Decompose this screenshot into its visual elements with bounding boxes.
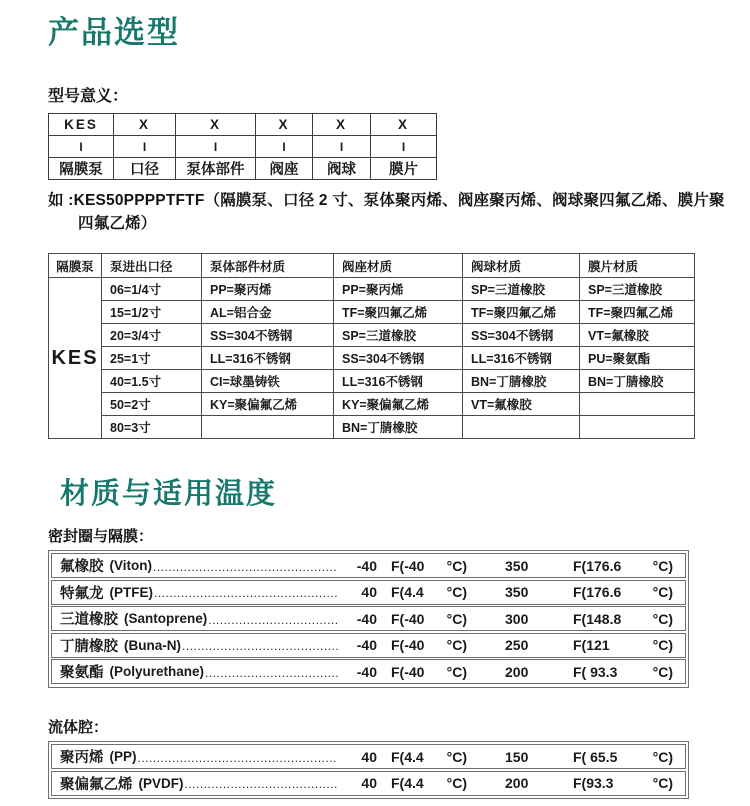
material-name-en: (Santoprene) (124, 611, 208, 627)
seat-material-cell: SP=三道橡胶 (334, 324, 463, 347)
max-temp-f: 150 (505, 748, 529, 765)
column-header: 膜片材质 (580, 254, 695, 278)
min-temp-c-value: F(-40 (391, 663, 425, 680)
seat-material-cell: PP=聚丙烯 (334, 278, 463, 301)
max-temp-c-value: F(148.8 (573, 610, 622, 627)
min-temp-c (391, 637, 467, 653)
celsius-unit: °C) (652, 637, 673, 654)
table-row (49, 370, 695, 393)
column-header: 隔膜泵 (49, 254, 102, 278)
table-row (49, 324, 695, 347)
max-temp-c-value: F(176.6 (573, 584, 622, 601)
model-cell: X (176, 114, 256, 136)
ball-material-cell: SP=三道橡胶 (463, 278, 580, 301)
min-temp-c-value: F(4.4 (391, 584, 424, 601)
celsius-unit: °C) (652, 663, 673, 680)
dot-leader (182, 639, 338, 653)
min-temp-f: -40 (356, 637, 377, 654)
max-temp-f: 200 (505, 663, 529, 680)
min-temp-c (391, 558, 467, 574)
material-temp-row (51, 580, 686, 605)
min-temp-f: 40 (361, 748, 377, 765)
model-cell: I (313, 136, 371, 158)
port-size-cell: 06=1/4寸 (102, 278, 202, 301)
model-cell: I (371, 136, 437, 158)
max-temp-c (573, 749, 673, 765)
min-temp-c-value: F(-40 (391, 557, 425, 574)
celsius-unit: °C) (446, 663, 467, 680)
celsius-unit: °C) (652, 610, 673, 627)
model-cell: X (371, 114, 437, 136)
celsius-unit: °C) (652, 557, 673, 574)
model-cell: I (176, 136, 256, 158)
ball-material-cell: VT=氟橡胶 (463, 393, 580, 416)
max-temp-c-value: F( 93.3 (573, 663, 618, 680)
seat-material-cell: TF=聚四氟乙烯 (334, 301, 463, 324)
port-size-cell: 80=3寸 (102, 416, 202, 439)
model-cell: 口径 (114, 158, 176, 180)
material-name-zh: 聚丙烯 (60, 750, 104, 767)
max-temp-f: 200 (505, 775, 529, 792)
model-meaning-row (49, 158, 437, 180)
diaphragm-material-cell: SP=三道橡胶 (580, 278, 695, 301)
material-temp-row (51, 633, 686, 658)
material-name-en: (Polyurethane) (109, 664, 205, 680)
material-name-en: (PVDF) (138, 775, 184, 791)
celsius-unit: °C) (446, 584, 467, 601)
ball-material-cell (463, 416, 580, 439)
max-temp-c-value: F(121 (573, 637, 610, 654)
max-temp-f: 300 (505, 610, 529, 627)
max-temp-c (573, 664, 673, 680)
celsius-unit: °C) (652, 584, 673, 601)
model-connector-row (49, 136, 437, 158)
ball-material-cell: BN=丁腈橡胶 (463, 370, 580, 393)
model-cell: 泵体部件 (176, 158, 256, 180)
material-name-zh: 氟橡胶 (60, 559, 104, 576)
material-name-zh: 丁腈橡胶 (60, 638, 118, 655)
max-temp-f: 350 (505, 557, 529, 574)
material-name-zh: 聚氨酯 (60, 665, 104, 682)
material-temp-row (51, 744, 686, 769)
material-temp-row (51, 606, 686, 631)
max-temp-c-value: F( 65.5 (573, 748, 618, 765)
column-header: 泵进出口径 (102, 254, 202, 278)
min-temp-f: 40 (361, 775, 377, 792)
port-size-cell: 25=1寸 (102, 347, 202, 370)
max-temp-f: 350 (505, 584, 529, 601)
dot-leader (138, 751, 339, 765)
diaphragm-material-cell: BN=丁腈橡胶 (580, 370, 695, 393)
celsius-unit: °C) (652, 775, 673, 792)
seat-material-cell: BN=丁腈橡胶 (334, 416, 463, 439)
dot-leader (154, 586, 338, 600)
min-temp-f: -40 (356, 557, 377, 574)
min-temp-f: -40 (356, 663, 377, 680)
diaphragm-material-cell: PU=聚氨酯 (580, 347, 695, 370)
diaphragm-material-cell (580, 393, 695, 416)
ball-material-cell: SS=304不锈钢 (463, 324, 580, 347)
product-selection-table (48, 253, 695, 439)
material-name-en: (PTFE) (109, 584, 153, 600)
celsius-unit: °C) (446, 637, 467, 654)
max-temp-f: 250 (505, 637, 529, 654)
model-cell: 膜片 (371, 158, 437, 180)
fluid-chamber-temp-table (48, 741, 689, 800)
material-name-zh: 三道橡胶 (60, 612, 118, 629)
model-cell: KES (49, 114, 114, 136)
table-row (49, 393, 695, 416)
model-meaning-table (48, 113, 437, 180)
celsius-unit: °C) (652, 748, 673, 765)
table-row (49, 301, 695, 324)
table-row (49, 347, 695, 370)
brand-code-cell: KES (49, 278, 102, 439)
column-header: 泵体部件材质 (202, 254, 334, 278)
body-material-cell: KY=聚偏氟乙烯 (202, 393, 334, 416)
min-temp-c-value: F(4.4 (391, 748, 424, 765)
celsius-unit: °C) (446, 775, 467, 792)
min-temp-c-value: F(-40 (391, 610, 425, 627)
material-name-zh: 聚偏氟乙烯 (60, 776, 133, 793)
model-cell: X (114, 114, 176, 136)
max-temp-c (573, 775, 673, 791)
dot-leader (208, 613, 338, 627)
seat-material-cell: KY=聚偏氟乙烯 (334, 393, 463, 416)
min-temp-f: -40 (356, 610, 377, 627)
celsius-unit: °C) (446, 610, 467, 627)
max-temp-c (573, 611, 673, 627)
material-name-en: (PP) (109, 749, 137, 765)
min-temp-c (391, 775, 467, 791)
max-temp-c (573, 558, 673, 574)
model-meaning-label: 型号意义： (48, 88, 129, 106)
dot-leader (153, 560, 338, 574)
seat-material-cell: SS=304不锈钢 (334, 347, 463, 370)
body-material-cell: AL=铝合金 (202, 301, 334, 324)
body-material-cell: SS=304不锈钢 (202, 324, 334, 347)
material-name-en: (Buna-N) (124, 637, 181, 653)
dot-leader (205, 666, 338, 680)
diaphragm-material-cell: TF=聚四氟乙烯 (580, 301, 695, 324)
ball-material-cell: TF=聚四氟乙烯 (463, 301, 580, 324)
min-temp-c (391, 611, 467, 627)
section-title-product-selection: 产品选型 (48, 15, 180, 50)
min-temp-c-value: F(-40 (391, 637, 425, 654)
ball-material-cell: LL=316不锈钢 (463, 347, 580, 370)
column-header: 阀球材质 (463, 254, 580, 278)
material-temp-row (51, 659, 686, 684)
diaphragm-material-cell: VT=氟橡胶 (580, 324, 695, 347)
seat-material-cell: LL=316不锈钢 (334, 370, 463, 393)
model-cell: X (256, 114, 313, 136)
body-material-cell (202, 416, 334, 439)
min-temp-c (391, 664, 467, 680)
selection-header-row (49, 254, 695, 278)
model-example-text: 如 :KES50PPPPTFTF（隔膜泵、口径 2 寸、泵体聚丙烯、阀座聚丙烯、阀球聚四氟乙烯、膜片聚四氟乙烯） (48, 192, 725, 233)
port-size-cell: 50=2寸 (102, 393, 202, 416)
min-temp-c (391, 584, 467, 600)
model-code-row (49, 114, 437, 136)
section-title-material-temperature: 材质与适用温度 (60, 478, 278, 511)
fluid-chamber-label: 流体腔： (48, 718, 109, 736)
body-material-cell: LL=316不锈钢 (202, 347, 334, 370)
material-name-en: (Viton) (109, 558, 152, 574)
max-temp-c-value: F(93.3 (573, 775, 614, 792)
port-size-cell: 15=1/2寸 (102, 301, 202, 324)
material-temp-row (51, 553, 686, 578)
dot-leader (185, 777, 339, 791)
table-row (49, 416, 695, 439)
max-temp-c (573, 584, 673, 600)
max-temp-c-value: F(176.6 (573, 557, 622, 574)
material-name-zh: 特氟龙 (60, 585, 104, 602)
diaphragm-material-cell (580, 416, 695, 439)
table-row (49, 278, 695, 301)
model-cell: 阀座 (256, 158, 313, 180)
min-temp-c-value: F(4.4 (391, 775, 424, 792)
min-temp-c (391, 749, 467, 765)
model-cell: I (256, 136, 313, 158)
model-cell: I (49, 136, 114, 158)
model-cell: 阀球 (313, 158, 371, 180)
port-size-cell: 40=1.5寸 (102, 370, 202, 393)
port-size-cell: 20=3/4寸 (102, 324, 202, 347)
material-temp-row (51, 771, 686, 796)
body-material-cell: PP=聚丙烯 (202, 278, 334, 301)
seal-diaphragm-temp-table (48, 550, 689, 688)
max-temp-c (573, 637, 673, 653)
model-cell: 隔膜泵 (49, 158, 114, 180)
min-temp-f: 40 (361, 584, 377, 601)
model-cell: X (313, 114, 371, 136)
column-header: 阀座材质 (334, 254, 463, 278)
seal-diaphragm-label: 密封圈与隔膜： (48, 527, 154, 545)
body-material-cell: CI=球墨铸铁 (202, 370, 334, 393)
model-cell: I (114, 136, 176, 158)
celsius-unit: °C) (446, 748, 467, 765)
celsius-unit: °C) (446, 557, 467, 574)
